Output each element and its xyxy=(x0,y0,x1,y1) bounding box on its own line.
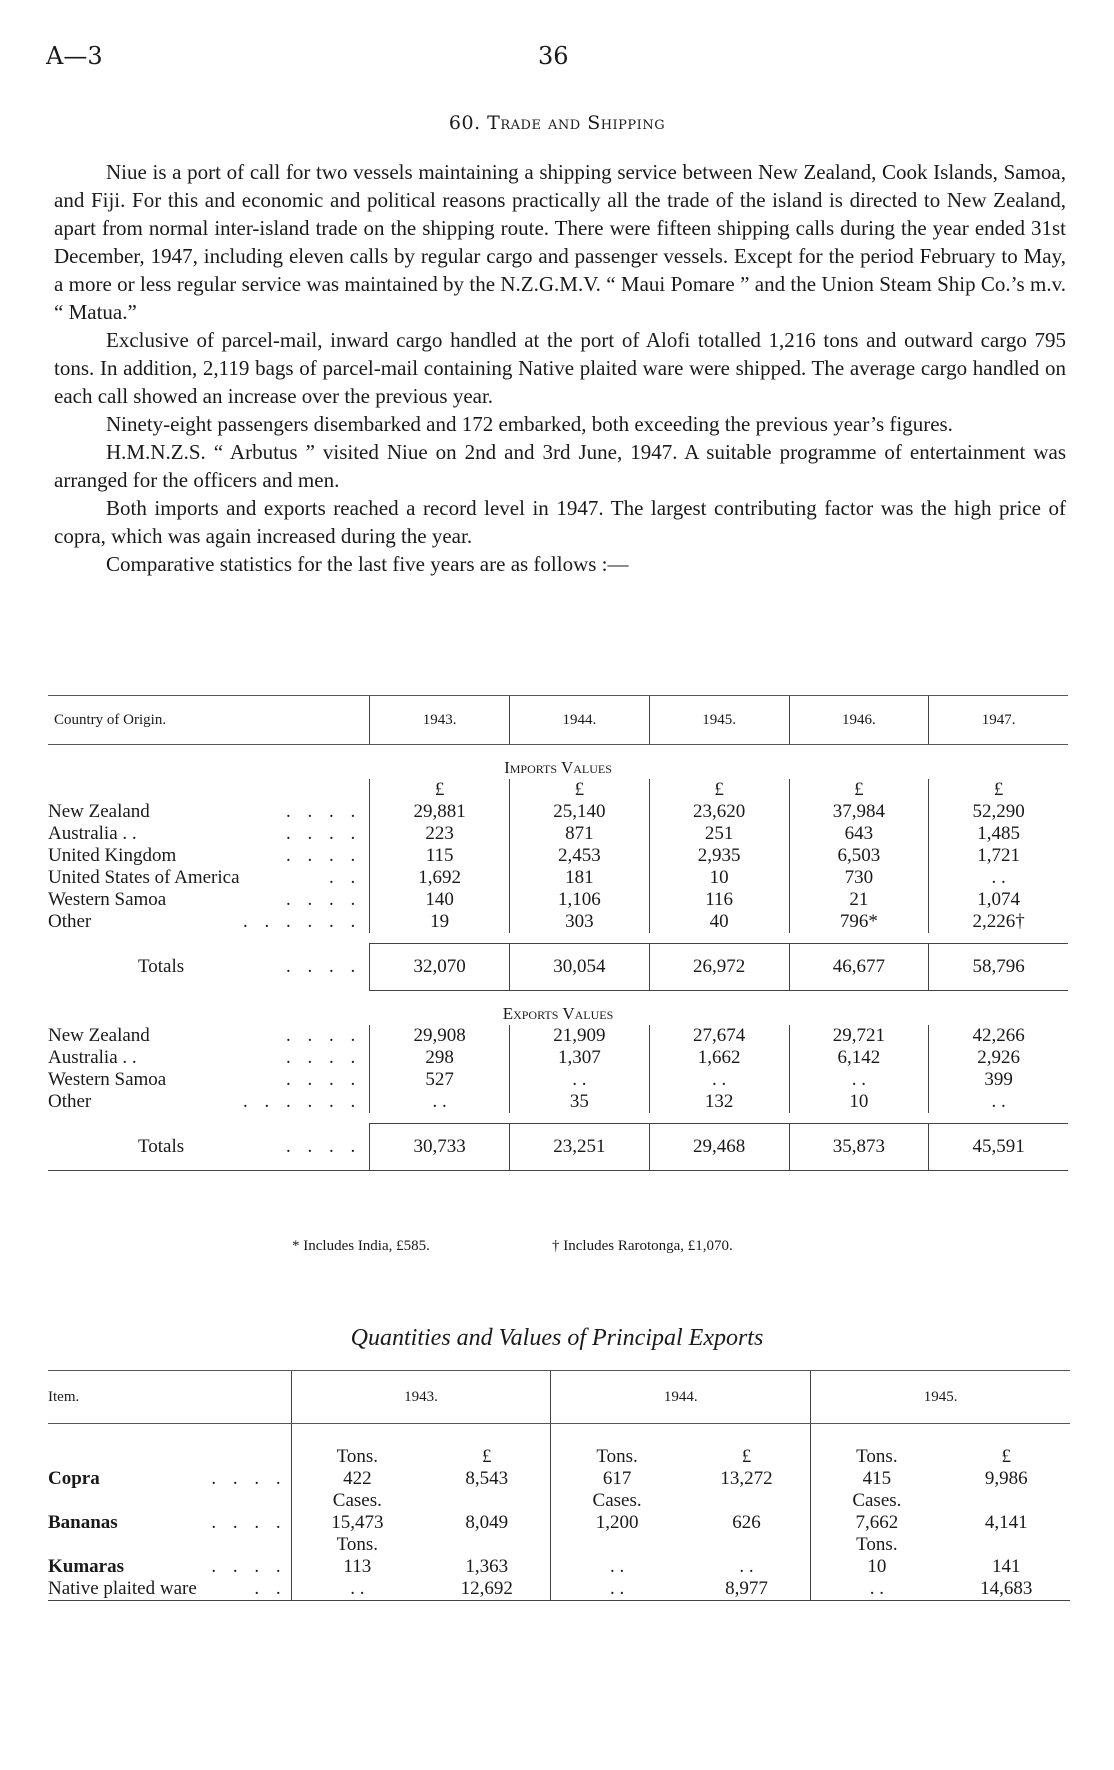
value-cell: 626 xyxy=(732,1512,761,1533)
value-cell: . . xyxy=(929,1091,1068,1113)
country-label xyxy=(48,1047,370,1069)
quantity-cell: Tons. xyxy=(811,1534,943,1556)
column-header-year: 1944. xyxy=(551,1371,811,1424)
value-cell xyxy=(683,1490,811,1512)
item-label xyxy=(48,1578,291,1601)
value-cell: 141 xyxy=(992,1556,1021,1577)
total-value: 29,468 xyxy=(649,1124,789,1171)
country-label xyxy=(48,845,370,867)
section-title: Trade and Shipping xyxy=(487,112,666,134)
value-cell xyxy=(683,1534,811,1556)
value-cell xyxy=(943,1490,1070,1512)
value-cell: 730 xyxy=(789,867,929,889)
item-label xyxy=(48,1490,291,1512)
country-label xyxy=(48,911,370,933)
value-cell: 6,142 xyxy=(789,1047,929,1069)
value-cell: . . xyxy=(649,1069,789,1091)
table-header-row xyxy=(48,1371,1070,1424)
value-cell: 1,721 xyxy=(929,845,1068,867)
quantity-cell: 617 xyxy=(551,1468,683,1490)
leader-dots: . . . . xyxy=(286,1025,362,1046)
spacer-row xyxy=(48,933,1068,944)
country-name: United States of America xyxy=(48,867,240,888)
value-cell: 116 xyxy=(649,889,789,911)
value-cell: . . xyxy=(510,1069,650,1091)
item-name: Kumaras xyxy=(48,1556,124,1577)
spacer-row xyxy=(48,1113,1068,1124)
quantity-cell: . . xyxy=(291,1578,423,1601)
value-cell: 27,674 xyxy=(649,1025,789,1047)
exports-section xyxy=(48,991,1068,1171)
leader-dots: . . . . xyxy=(211,1556,287,1577)
value-cell: 1,485 xyxy=(929,823,1068,845)
table-row xyxy=(48,1468,1070,1490)
item-name: Copra xyxy=(48,1468,100,1489)
total-value: 23,251 xyxy=(510,1124,650,1171)
quantity-cell: Cases. xyxy=(551,1490,683,1512)
value-cell: 23,620 xyxy=(649,801,789,823)
value-cell: 251 xyxy=(649,823,789,845)
leader-dots: . . . . xyxy=(286,1135,362,1157)
exports-table-title: Quantities and Values of Principal Exports xyxy=(350,1325,764,1351)
value-cell: 8,049 xyxy=(465,1512,509,1533)
totals-label: Totals xyxy=(138,1135,185,1157)
item-label xyxy=(48,1556,291,1578)
leader-dots: . . . . xyxy=(211,1468,287,1489)
country-name: United Kingdom xyxy=(48,845,177,866)
quantity-cell: 10 xyxy=(811,1556,943,1578)
quantity-cell xyxy=(551,1534,683,1556)
value-cell: 115 xyxy=(370,845,510,867)
table-header-row xyxy=(48,696,1068,745)
value-cell: 1,662 xyxy=(649,1047,789,1069)
value-cell: 37,984 xyxy=(789,801,929,823)
value-cell: 2,926 xyxy=(929,1047,1068,1069)
quantity-cell: 415 xyxy=(811,1468,943,1490)
paragraph: Exclusive of parcel-mail, inward cargo handled at the port of Alofi totalled 1,216 tons and outward cargo 795 tons. In addition, 2,119 bags of parcel-mail containing Native plaited ware were shipped. The average cargo handled on each call showed an increase over the previous year. xyxy=(54,328,1066,408)
total-value: 58,796 xyxy=(929,944,1068,991)
country-label xyxy=(48,823,370,845)
empty-cell xyxy=(48,1113,1068,1124)
column-header-country: Country of Origin. xyxy=(48,696,370,745)
value-cell: 1,363 xyxy=(465,1556,509,1577)
value-cell: 2,453 xyxy=(510,845,650,867)
exports-heading: Exports Values xyxy=(502,1004,614,1023)
principal-exports-table xyxy=(48,1370,1070,1601)
column-header-item: Item. xyxy=(48,1371,291,1424)
value-cell: 2,226† xyxy=(929,911,1068,933)
exports-heading-row xyxy=(48,991,1068,1026)
value-cell xyxy=(423,1490,551,1512)
value-cell: 52,290 xyxy=(929,801,1068,823)
country-name: Other xyxy=(48,911,92,932)
quantity-cell: Tons. xyxy=(291,1424,423,1469)
value-cell: 871 xyxy=(510,823,650,845)
quantity-cell: 15,473 xyxy=(291,1512,423,1534)
item-name: Bananas xyxy=(48,1512,118,1533)
empty-cell xyxy=(48,933,1068,944)
item-label xyxy=(48,1468,291,1490)
total-value: 30,733 xyxy=(370,1124,510,1171)
total-value: 35,873 xyxy=(789,1124,929,1171)
table-row xyxy=(48,911,1068,933)
table-row xyxy=(48,1490,1070,1512)
table-row xyxy=(48,1512,1070,1534)
item-label xyxy=(48,1424,291,1469)
column-header-year: 1943. xyxy=(291,1371,551,1424)
table-row xyxy=(48,867,1068,889)
leader-dots: . . . . xyxy=(286,956,362,977)
value-cell: 25,140 xyxy=(510,801,650,823)
country-label xyxy=(48,1025,370,1047)
total-value: 45,591 xyxy=(929,1124,1068,1171)
value-cell: 132 xyxy=(649,1091,789,1113)
value-cell: 298 xyxy=(370,1047,510,1069)
currency-unit: £ xyxy=(789,779,929,801)
country-name: New Zealand xyxy=(48,801,150,822)
value-cell xyxy=(423,1534,551,1556)
value-cell: . . xyxy=(789,1069,929,1091)
quantity-cell: 1,200 xyxy=(551,1512,683,1534)
table-row xyxy=(48,1091,1068,1113)
country-name: New Zealand xyxy=(48,1025,150,1046)
country-label xyxy=(48,867,370,889)
value-cell: 140 xyxy=(370,889,510,911)
totals-label: Totals xyxy=(138,956,185,977)
table-row xyxy=(48,1025,1068,1047)
country-name: Western Samoa xyxy=(48,889,167,910)
leader-dots: . . . . xyxy=(286,1069,362,1090)
currency-row xyxy=(48,779,1068,801)
column-header-year: 1945. xyxy=(649,696,789,745)
country-label xyxy=(48,889,370,911)
value-cell: 796* xyxy=(789,911,929,933)
table-row xyxy=(48,823,1068,845)
item-name: Native plaited ware xyxy=(48,1578,197,1599)
value-cell: 40 xyxy=(649,911,789,933)
value-cell: 399 xyxy=(929,1069,1068,1091)
quantity-cell: Tons. xyxy=(811,1424,943,1469)
quantity-cell: Tons. xyxy=(291,1534,423,1556)
imports-heading-row xyxy=(48,745,1068,780)
value-cell: 6,503 xyxy=(789,845,929,867)
currency-unit: £ xyxy=(649,779,789,801)
exports-table-body xyxy=(48,1424,1070,1601)
paragraph: Both imports and exports reached a record level in 1947. The largest contributing factor was the high price of copra, which was again increased during the year. xyxy=(54,496,1066,548)
value-cell: 223 xyxy=(370,823,510,845)
value-cell: 21 xyxy=(789,889,929,911)
country-label xyxy=(48,1091,370,1113)
leader-dots: . . . . xyxy=(286,823,362,844)
value-cell: 10 xyxy=(649,867,789,889)
page-number: 36 xyxy=(538,42,569,70)
totals-label-cell xyxy=(48,944,370,991)
country-name: Australia . . xyxy=(48,1047,137,1068)
table-row xyxy=(48,845,1068,867)
currency-unit: £ xyxy=(929,779,1068,801)
value-cell: 1,106 xyxy=(510,889,650,911)
value-cell: 19 xyxy=(370,911,510,933)
country-name: Other xyxy=(48,1091,92,1112)
value-cell: 35 xyxy=(510,1091,650,1113)
table-row xyxy=(48,1069,1068,1091)
country-name: Australia . . xyxy=(48,823,137,844)
currency-unit: £ xyxy=(510,779,650,801)
value-cell: 10 xyxy=(789,1091,929,1113)
value-cell: 8,977 xyxy=(683,1578,811,1601)
value-cell: 643 xyxy=(789,823,929,845)
table-row xyxy=(48,801,1068,823)
footnote-india: * Includes India, £585. xyxy=(292,1238,430,1254)
value-cell: £ xyxy=(1001,1446,1012,1467)
document-reference: A—3 xyxy=(46,42,103,70)
quantity-cell: Cases. xyxy=(811,1490,943,1512)
value-cell: 303 xyxy=(510,911,650,933)
quantity-cell: 7,662 xyxy=(811,1512,943,1534)
value-cell: 29,908 xyxy=(370,1025,510,1047)
column-header-year: 1945. xyxy=(811,1371,1070,1424)
value-cell: 1,307 xyxy=(510,1047,650,1069)
leader-dots: . . . . xyxy=(286,845,362,866)
paragraph: H.M.N.Z.S. “ Arbutus ” visited Niue on 2nd and 3rd June, 1947. A suitable programme of entertainment was arranged for the officers and men. xyxy=(54,440,1066,492)
value-cell xyxy=(943,1534,1070,1556)
value-cell: 14,683 xyxy=(943,1578,1070,1601)
table-row xyxy=(48,1047,1068,1069)
imports-heading: Imports Values xyxy=(504,758,612,777)
total-value: 30,054 xyxy=(510,944,650,991)
item-label xyxy=(48,1512,291,1534)
quantity-cell: Cases. xyxy=(291,1490,423,1512)
footnote-rarotonga: † Includes Rarotonga, £1,070. xyxy=(552,1238,733,1254)
value-cell: 8,543 xyxy=(465,1468,509,1489)
table-row xyxy=(48,1556,1070,1578)
quantity-cell: Tons. xyxy=(551,1424,683,1469)
paragraph: Comparative statistics for the last five years are as follows :— xyxy=(106,552,629,576)
value-cell: 9,986 xyxy=(984,1468,1028,1489)
total-value: 26,972 xyxy=(649,944,789,991)
value-cell: 181 xyxy=(510,867,650,889)
column-header-year: 1946. xyxy=(789,696,929,745)
table-row xyxy=(48,1578,1070,1601)
country-label xyxy=(48,1069,370,1091)
section-number: 60. xyxy=(448,112,481,134)
quantity-cell: . . xyxy=(811,1578,943,1601)
value-cell: 2,935 xyxy=(649,845,789,867)
value-cell: . . xyxy=(370,1091,510,1113)
item-label xyxy=(48,1534,291,1556)
quantity-cell: . . xyxy=(551,1578,683,1601)
value-cell: 4,141 xyxy=(984,1512,1028,1533)
value-cell: 1,074 xyxy=(929,889,1068,911)
empty-cell xyxy=(48,779,370,801)
value-cell: 42,266 xyxy=(929,1025,1068,1047)
leader-dots: . . . . xyxy=(286,801,362,822)
country-name: Western Samoa xyxy=(48,1069,167,1090)
value-cell: £ xyxy=(481,1446,492,1467)
currency-unit: £ xyxy=(370,779,510,801)
value-cell: 1,692 xyxy=(370,867,510,889)
value-cell: 21,909 xyxy=(510,1025,650,1047)
value-cell: . . xyxy=(739,1556,754,1577)
leader-dots: . . xyxy=(254,1578,287,1599)
body-text xyxy=(54,158,1066,578)
section-heading xyxy=(0,112,1114,134)
paragraph: Niue is a port of call for two vessels maintaining a shipping service between New Zealand, Cook Islands, Samoa, and Fiji. For this and economic and political reasons practically all the trade of the island is directed to New Zealand, apart from normal inter-island trade on the shipping route. There were fifteen shipping calls during the year ended 31st December, 1947, including eleven calls by regular cargo and passenger vessels. Except for the period February to May, a more or less regular service was maintained by the N.Z.G.M.V. “ Maui Pomare ” and the Union Steam Ship Co.’s m.v. “ Matua.” xyxy=(54,160,1066,324)
table-row xyxy=(48,1534,1070,1556)
country-label xyxy=(48,801,370,823)
value-cell: 29,721 xyxy=(789,1025,929,1047)
leader-dots: . . xyxy=(329,867,362,888)
table-row xyxy=(48,889,1068,911)
imports-section xyxy=(48,745,1068,991)
value-cell: 527 xyxy=(370,1069,510,1091)
quantity-cell: 113 xyxy=(291,1556,423,1578)
column-header-year: 1947. xyxy=(929,696,1068,745)
totals-label-cell xyxy=(48,1124,370,1171)
leader-dots: . . . . xyxy=(211,1512,287,1533)
value-cell: 12,692 xyxy=(423,1578,551,1601)
leader-dots: . . . . . . xyxy=(243,1091,362,1112)
table-row xyxy=(48,1424,1070,1469)
paragraph: Ninety-eight passengers disembarked and 172 embarked, both exceeding the previous year’s figures. xyxy=(106,412,953,436)
value-cell: . . xyxy=(929,867,1068,889)
quantity-cell: . . xyxy=(551,1556,683,1578)
trade-statistics-table xyxy=(48,695,1068,1171)
totals-row xyxy=(48,1124,1068,1171)
column-header-year: 1943. xyxy=(370,696,510,745)
leader-dots: . . . . xyxy=(286,889,362,910)
value-cell: £ xyxy=(741,1446,752,1467)
totals-row xyxy=(48,944,1068,991)
quantity-cell: 422 xyxy=(291,1468,423,1490)
value-cell: 29,881 xyxy=(370,801,510,823)
leader-dots: . . . . . . xyxy=(243,911,362,932)
column-header-year: 1944. xyxy=(510,696,650,745)
value-cell: 13,272 xyxy=(720,1468,773,1489)
total-value: 46,677 xyxy=(789,944,929,991)
total-value: 32,070 xyxy=(370,944,510,991)
leader-dots: . . . . xyxy=(286,1047,362,1068)
